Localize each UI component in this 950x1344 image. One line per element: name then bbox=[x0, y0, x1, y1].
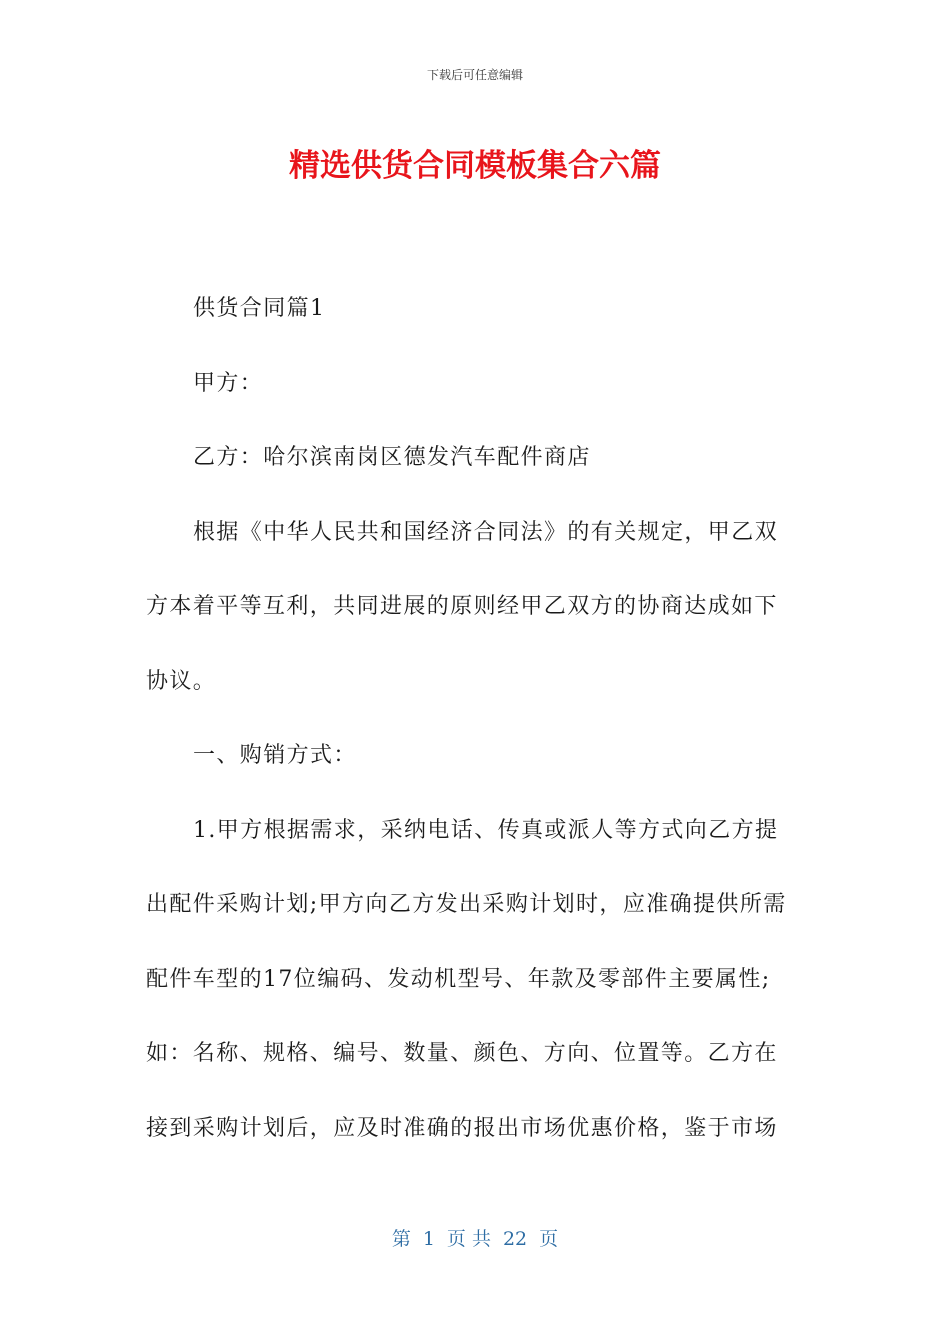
paragraph-line: 甲方： bbox=[193, 370, 264, 396]
page-footer bbox=[0, 1226, 950, 1252]
footer-middle: 页 共 bbox=[446, 1228, 491, 1250]
paragraph-line: 如：名称、规格、编号、数量、颜色、方向、位置等。乙方在 bbox=[146, 1041, 778, 1066]
footer-total-pages: 22 bbox=[502, 1228, 528, 1250]
paragraph-line: 出配件采购计划;甲方向乙方发出采购计划时，应准确提供所需 bbox=[146, 892, 787, 917]
header-note: 下载后可任意编辑 bbox=[426, 68, 523, 82]
paragraph-line: 方本着平等互利，共同进展的原则经甲乙双方的协商达成如下 bbox=[146, 594, 778, 619]
document-title: 精选供货合同模板集合六篇 bbox=[289, 148, 661, 184]
paragraph-line: 配件车型的17位编码、发动机型号、年款及零部件主要属性; bbox=[146, 966, 771, 992]
footer-prefix: 第 bbox=[391, 1228, 411, 1250]
paragraph-line: 供货合同篇1 bbox=[193, 296, 326, 321]
paragraph-line: 乙方：哈尔滨南岗区德发汽车配件商店 bbox=[193, 445, 591, 470]
footer-suffix: 页 bbox=[539, 1228, 559, 1250]
paragraph-line: 接到采购计划后，应及时准确的报出市场优惠价格，鉴于市场 bbox=[146, 1115, 778, 1141]
footer-page-number: 1 bbox=[422, 1228, 435, 1250]
paragraph-line: 协议。 bbox=[146, 668, 217, 694]
paragraph-line: 一、购销方式： bbox=[193, 743, 357, 768]
paragraph-line: 根据《中华人民共和国经济合同法》的有关规定，甲乙双 bbox=[193, 519, 779, 545]
document-body bbox=[146, 272, 806, 1166]
paragraph-line: 1.甲方根据需求，采纳电话、传真或派人等方式向乙方提 bbox=[193, 817, 779, 843]
